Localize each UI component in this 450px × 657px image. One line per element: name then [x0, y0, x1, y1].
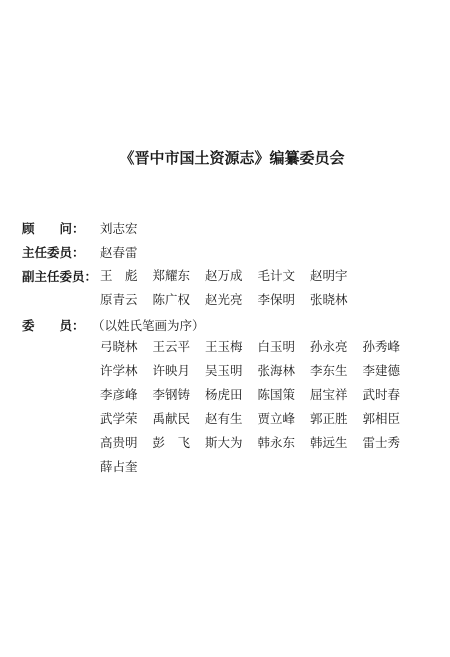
members-label: 委 员：: [22, 318, 85, 333]
person-name: 韩远生: [310, 435, 348, 450]
person-name: 吴玉明: [205, 363, 243, 378]
person-name: 张晓林: [310, 292, 348, 307]
director-name: 赵春雷: [100, 245, 138, 260]
person-name: 彭 飞: [152, 435, 191, 450]
person-name: 李钢铸: [152, 387, 191, 402]
person-name: 贾立峰: [257, 411, 296, 426]
person-name: 郭相臣: [362, 411, 401, 426]
person-name: 白玉明: [257, 339, 296, 354]
person-name: 许学林: [100, 363, 138, 378]
members-row: [22, 315, 205, 335]
person-name: 禹献民: [152, 411, 191, 426]
person-name: 李保明: [257, 292, 296, 307]
advisor-row: [22, 218, 138, 238]
members-note: （以姓氏笔画为序）: [92, 318, 205, 333]
person-name: 雷士秀: [362, 435, 401, 450]
person-name: 赵明宇: [310, 268, 348, 283]
advisor-label: 顾 问：: [22, 221, 85, 236]
person-name: 王玉梅: [205, 339, 243, 354]
person-name: 斯大为: [205, 435, 243, 450]
person-name: 武时春: [362, 387, 401, 402]
vice-directors-label: 副主任委员：: [22, 269, 98, 284]
person-name: 韩永东: [257, 435, 296, 450]
person-name: 郑耀东: [152, 268, 191, 283]
person-name: 原青云: [100, 292, 138, 307]
person-name: 许映月: [152, 363, 191, 378]
person-name: 屈宝祥: [310, 387, 348, 402]
page-title: 《晋中市国土资源志》编纂委员会: [119, 149, 345, 167]
person-name: 陈广权: [152, 292, 191, 307]
person-name: 李建德: [362, 363, 401, 378]
director-row: [22, 242, 138, 262]
person-name: 陈国策: [257, 387, 296, 402]
person-name: 李彦峰: [100, 387, 138, 402]
person-name: 毛计文: [257, 268, 296, 283]
person-name: 孙永亮: [310, 339, 348, 354]
vice-directors-row: [22, 266, 98, 286]
person-name: 郭正胜: [310, 411, 348, 426]
person-name: 孙秀峰: [362, 339, 401, 354]
person-name: 高贵明: [100, 435, 138, 450]
person-name: 武学荣: [100, 411, 138, 426]
person-name: 王云平: [152, 339, 191, 354]
person-name: 薛占奎: [100, 459, 138, 474]
person-name: 赵有生: [205, 411, 243, 426]
director-label: 主任委员：: [22, 245, 85, 260]
person-name: 弓晓林: [100, 339, 138, 354]
person-name: 张海林: [257, 363, 296, 378]
person-name: 杨虎田: [205, 387, 243, 402]
person-name: 王 彪: [100, 268, 138, 283]
person-name: 李东生: [310, 363, 348, 378]
person-name: 赵万成: [205, 268, 243, 283]
advisor-name: 刘志宏: [100, 221, 138, 236]
person-name: 赵光亮: [205, 292, 243, 307]
